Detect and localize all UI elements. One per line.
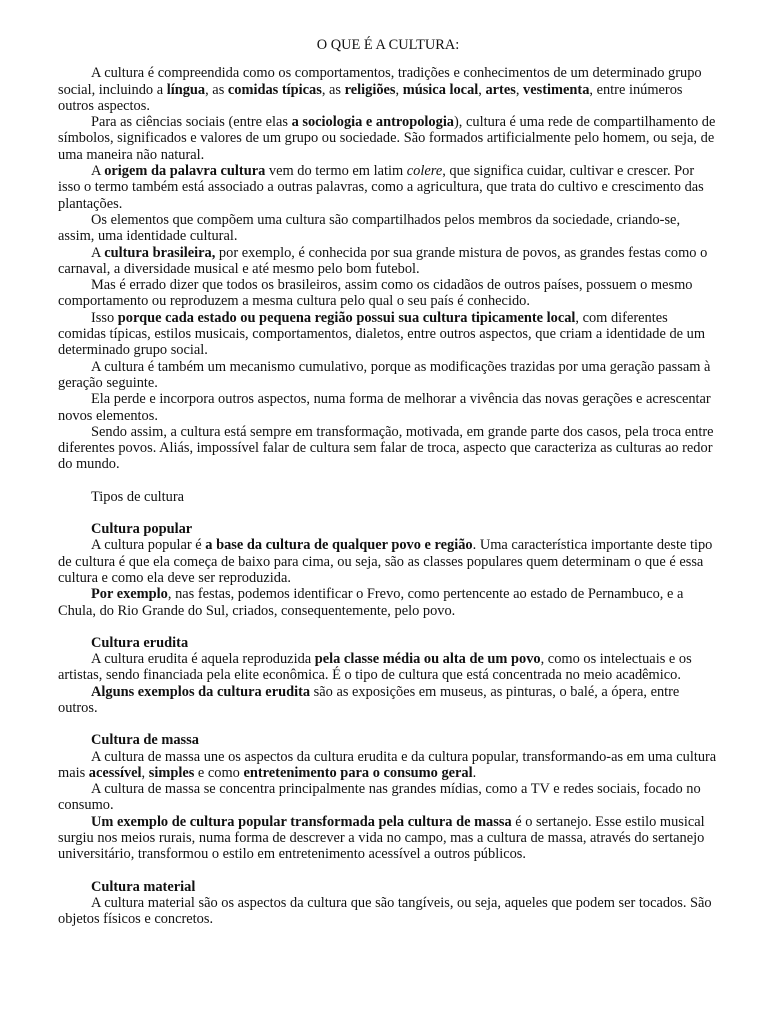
intro-paragraph-4: Os elementos que compõem uma cultura são compartilhados pelos membros da sociedade, criando-se, assim, uma identidade cultural. xyxy=(58,211,681,245)
massa-paragraph-1: A cultura de massa une os aspectos da cultura erudita e da cultura popular, transformando-as em uma cultura mais acessível, simples e como entretenimento para o consumo geral. xyxy=(58,748,717,781)
massa-paragraph-2: A cultura de massa se concentra principalmente nas grandes mídias, como a TV e redes sociais, focado no consumo. xyxy=(58,781,701,814)
section-heading-popular: Cultura popular xyxy=(91,521,193,538)
material-paragraph-1: A cultura material são os aspectos da cultura que são tangíveis, ou seja, aqueles que podem ser tocados. São objetos físicos e concretos. xyxy=(58,894,712,928)
massa-paragraph-3: Um exemplo de cultura popular transformada pela cultura de massa é o sertanejo. Esse estilo musical surgiu nos meios rurais, numa forma de descrever a vida no campo, mas a cultura de massa, através do sertanejo universitário, transformou o estilo em entretenimento acessível a outros públicos. xyxy=(58,813,705,863)
popular-paragraph-1: A cultura popular é a base da cultura de qualquer povo e região. Uma característica importante deste tipo de cultura é que ela começa de baixo para cima, ou seja, são as classes populares quem determinam o que é essa cultura e como ela deve ser reproduzida. xyxy=(58,537,713,586)
types-heading: Tipos de cultura xyxy=(91,488,185,505)
popular-paragraph-2: Por exemplo, nas festas, podemos identificar o Frevo, como pertencente ao estado de Pernambuco, e a Chula, do Rio Grande do Sul, criados, consequentemente, pelo povo. xyxy=(58,586,684,619)
intro-paragraph-2: Para as ciências sociais (entre elas a sociologia e antropologia), cultura é uma rede de compartilhamento de símbolos, significados e valores de um grupo ou sociedade. São formados artificialmente pelo homem, ou seja, de uma maneira não natural. xyxy=(58,114,716,163)
intro-paragraph-10: Sendo assim, a cultura está sempre em transformação, motivada, em grande parte dos casos, pela troca entre diferentes povos. Aliás, impossível falar de cultura sem falar de troca, aspecto que caracteriza as culturas ao redor do mundo. xyxy=(58,423,714,473)
section-heading-massa: Cultura de massa xyxy=(91,732,199,749)
intro-paragraph-7: Isso porque cada estado ou pequena região possui sua cultura tipicamente local, com diferentes comidas típicas, estilos musicais, comportamentos, dialetos, entre outros aspectos, que criam a identidade de um determinado grupo social. xyxy=(58,309,706,359)
intro-paragraph-5: A cultura brasileira, por exemplo, é conhecida por sua grande mistura de povos, as grandes festas como o carnaval, a diversidade musical e até mesmo pelo bom futebol. xyxy=(58,244,708,277)
section-heading-material: Cultura material xyxy=(91,878,196,895)
intro-paragraph-1: A cultura é compreendida como os comportamentos, tradições e conhecimentos de um determinado grupo social, incluindo a língua, as comidas típicas, as religiões, música local, artes, vestimenta, entre inúmeros outros aspectos. xyxy=(58,65,702,114)
erudita-paragraph-2: Alguns exemplos da cultura erudita são as exposições em museus, as pinturas, o balé, a ópera, entre outros. xyxy=(58,683,680,716)
section-heading-erudita: Cultura erudita xyxy=(91,634,189,651)
intro-paragraph-9: Ela perde e incorpora outros aspectos, numa forma de melhorar a vivência das novas gerações e acrescentar novos elementos. xyxy=(58,391,711,424)
intro-paragraph-3: A origem da palavra cultura vem do termo em latim colere, que significa cuidar, cultivar e crescer. Por isso o termo também está associado a outras palavras, como a agricultura, que trata do cultivo e crescimento das plantações. xyxy=(58,163,704,212)
intro-paragraph-8: A cultura é também um mecanismo cumulativo, porque as modificações trazidas por uma geração passam à geração seguinte. xyxy=(58,358,711,391)
page-title: O QUE É A CULTURA: xyxy=(316,37,460,53)
intro-paragraph-6: Mas é errado dizer que todos os brasileiros, assim como os cidadãos de outros países, possuem o mesmo comportamento ou reproduzem a mesma cultura pelo qual o seu país é conhecido. xyxy=(58,277,693,310)
erudita-paragraph-1: A cultura erudita é aquela reproduzida pela classe média ou alta de um povo, como os intelectuais e os artistas, sendo financiada pela elite econômica. É o tipo de cultura que está concentrada no meio acadêmico. xyxy=(58,651,692,684)
